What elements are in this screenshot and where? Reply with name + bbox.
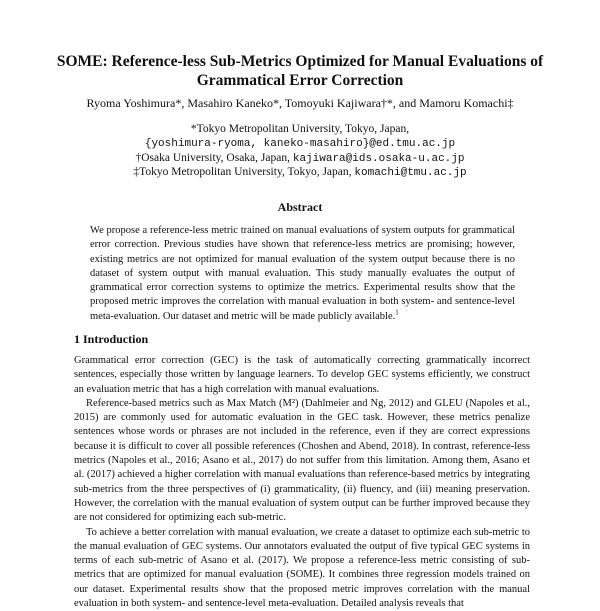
paper-title: SOME: Reference-less Sub-Metrics Optimized for Manual Evaluations of Grammatical Error Correction: [56, 53, 544, 89]
paragraph-3: To achieve a better correlation with manual evaluation, we create a dataset to optimize each sub-metric to the manual evaluation of GEC systems. Our annotators evaluated the output of five typical GEC systems in terms of each sub-metric of Asano et al. (2017). We propose a reference-less metric consisting of sub-metrics that are optimized for manual evaluation (SOME). It combines three regression models trained on our dataset. Experimental results show that the proposed metric improves correlation with the manual evaluation in both system- and sentence-level meta-evaluation. Detailed analysis reveals that: [74, 526, 530, 610]
affiliation-2-email: kajiwara@ids.osaka-u.ac.jp: [292, 153, 465, 165]
affiliation-2-text: †Osaka University, Osaka, Japan,: [135, 152, 293, 164]
abstract-body: [90, 224, 515, 324]
author-list: Ryoma Yoshimura*, Masahiro Kaneko*, Tomoyuki Kajiwara†*, and Mamoru Komachi‡: [86, 96, 514, 110]
affiliation-3: [40, 165, 560, 181]
introduction-body: [74, 354, 530, 611]
footnote-marker: 1: [395, 308, 399, 317]
affiliation-1-email: {yoshimura-ryoma, kaneko-masahiro}@ed.tmu.ac.jp: [144, 138, 456, 150]
affiliation-3-email: komachi@tmu.ac.jp: [354, 167, 467, 179]
abstract-text: We propose a reference-less metric trained on manual evaluations of system outputs for grammatical error correction. Previous studies have shown that reference-less metrics are promising; however, existing metrics are not optimized for manual evaluation of the system output because there is no dataset of system output with manual evaluation. This study manually evaluates the output of grammatical error correction systems to optimize the metrics. Experimental results show that the proposed metric improves the correlation with manual evaluation in both system- and sentence-level meta-evaluation. Our dataset and metric will be made publicly available.: [90, 225, 515, 322]
section-heading-introduction: 1 Introduction: [74, 332, 149, 346]
paragraph-1: Grammatical error correction (GEC) is the task of automatically correcting grammatically incorrect sentences, especially those written by language learners. To develop GEC systems efficiently, we construct an evaluation metric that has a high correlation with manual evaluations.: [74, 355, 530, 395]
affiliation-1: *Tokyo Metropolitan University, Tokyo, Japan,: [190, 123, 410, 135]
paragraph-2: Reference-based metrics such as Max Match (M²) (Dahlmeier and Ng, 2012) and GLEU (Napoles et al., 2015) are commonly used for automatic evaluation in the GEC task. However, these metrics penalize sentences whose words or phrases are not included in the reference, even if they are correct expressions because it is difficult to cover all possible references (Choshen and Abend, 2018). In contrast, reference-less metrics (Napoles et al., 2016; Asano et al., 2017) do not suffer from this limitation. Among them, Asano et al. (2017) achieved a higher correlation with manual evaluations than reference-based metrics by integrating sub-metrics from the three perspectives of (i) grammaticality, (ii) fluency, and (iii) meaning preservation. However, the correlation with the manual evaluation of system output can be further improved because they are not considered for optimizing each sub-metric.: [74, 397, 530, 524]
abstract-heading: Abstract: [277, 200, 323, 214]
affiliation-3-text: ‡Tokyo Metropolitan University, Tokyo, Japan,: [133, 166, 355, 178]
